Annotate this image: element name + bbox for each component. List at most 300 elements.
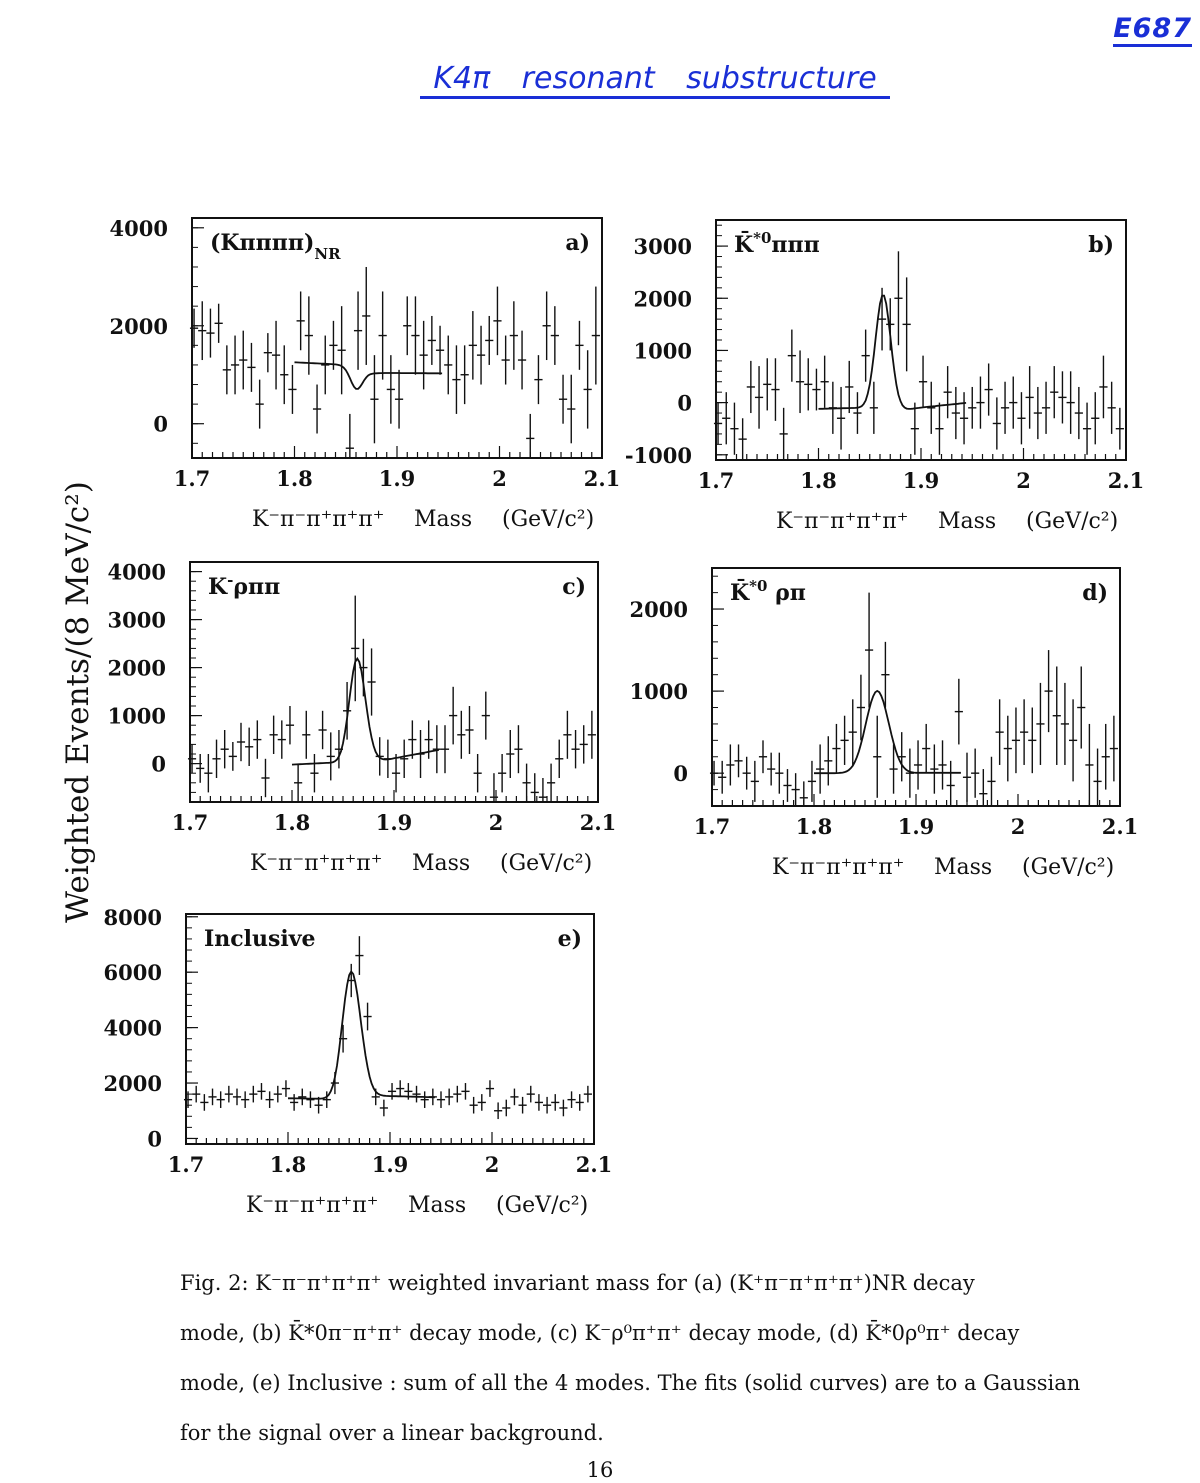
x-tick-label: 1.8: [800, 468, 837, 493]
x-tick-label: 1.7: [697, 468, 735, 493]
data-point: [534, 355, 542, 404]
fit-curve: [288, 972, 435, 1099]
data-point: [567, 375, 575, 444]
y-tick-label: 3000: [107, 607, 166, 633]
data-point: [1012, 708, 1020, 774]
data-point: [845, 361, 853, 413]
data-point: [563, 711, 571, 759]
data-point: [543, 291, 551, 360]
data-point: [592, 287, 600, 385]
figure-caption: [180, 1258, 1081, 1458]
y-tick-label: 2000: [109, 313, 168, 339]
x-axis-title: [252, 507, 594, 532]
data-point: [523, 764, 531, 802]
x-tick-label: 1.9: [378, 466, 416, 491]
x-tick-label: 2.1: [1101, 814, 1139, 839]
x-axis-mass: Mass: [414, 507, 473, 532]
data-point: [274, 1086, 282, 1103]
data-point: [351, 596, 359, 702]
data-point: [1009, 377, 1017, 429]
data-point: [249, 1086, 257, 1103]
data-point: [911, 403, 919, 455]
chart-panel-e: [100, 896, 614, 1254]
data-point: [233, 1089, 241, 1106]
data-point: [297, 291, 305, 350]
x-tick-label: 2: [1010, 814, 1026, 839]
data-point: [726, 744, 734, 785]
data-point: [510, 301, 518, 370]
x-tick-label: 2: [1016, 468, 1031, 493]
data-point: [206, 309, 214, 358]
data-point: [485, 316, 493, 365]
data-point: [1004, 716, 1012, 782]
data-point: [547, 764, 555, 802]
x-tick-label: 1.8: [795, 814, 833, 839]
data-point: [853, 392, 861, 434]
data-point: [490, 773, 498, 802]
data-point: [286, 706, 294, 744]
data-point: [1085, 724, 1093, 806]
data-point: [938, 740, 946, 789]
data-point: [321, 336, 329, 395]
data-point: [453, 1086, 461, 1103]
data-point: [759, 740, 767, 773]
data-point: [392, 754, 400, 792]
x-tick-label: 2.1: [583, 466, 621, 491]
data-point: [256, 380, 264, 429]
data-point: [971, 749, 979, 798]
data-point: [1108, 382, 1116, 434]
x-axis-unit: (GeV/c²): [1026, 509, 1119, 534]
data-point: [266, 1091, 274, 1108]
y-tick-label: 2000: [103, 1071, 162, 1097]
data-point: [734, 744, 742, 777]
panel-title: K-ρππ: [208, 571, 281, 600]
data-point: [739, 418, 747, 460]
data-point: [743, 757, 751, 790]
data-point: [363, 1003, 371, 1031]
data-point: [767, 753, 775, 786]
data-point: [302, 711, 310, 759]
x-tick-label: 1.9: [371, 1152, 409, 1177]
data-point: [493, 287, 501, 356]
data-point: [257, 1083, 265, 1100]
data-point: [1075, 387, 1083, 439]
data-point: [543, 1097, 551, 1114]
data-point: [1067, 371, 1075, 434]
data-point: [935, 403, 943, 455]
data-point: [837, 387, 845, 450]
data-point: [298, 1089, 306, 1106]
data-point: [1001, 382, 1009, 434]
data-point: [927, 382, 935, 434]
data-point: [1058, 371, 1066, 423]
handwritten-title: K4π resonant substructure: [420, 62, 890, 99]
data-point: [1091, 392, 1099, 444]
data-point: [832, 724, 840, 773]
data-point: [903, 277, 911, 371]
data-point: [551, 306, 559, 365]
x-axis-title: [246, 1193, 588, 1218]
data-point: [588, 711, 596, 759]
fit-curve: [292, 659, 439, 765]
data-point: [1093, 749, 1101, 806]
data-point: [952, 387, 960, 439]
data-point: [584, 350, 592, 428]
y-tick-label: 4000: [109, 215, 168, 241]
data-point: [862, 330, 870, 382]
y-tick-label: 0: [147, 1126, 162, 1152]
data-point: [976, 377, 984, 429]
data-point: [329, 321, 337, 370]
x-axis-mass: Mass: [408, 1193, 467, 1218]
data-point: [963, 753, 971, 802]
x-tick-label: 2: [484, 1152, 500, 1177]
x-tick-label: 1.7: [171, 810, 209, 835]
data-point: [1020, 699, 1028, 765]
data-point: [788, 330, 796, 382]
data-point: [338, 306, 346, 394]
data-point: [449, 687, 457, 745]
data-point: [1102, 724, 1110, 790]
data-point: [421, 1091, 429, 1108]
caption-line: mode, (e) Inclusive : sum of all the 4 modes. The fits (solid curves) are to a Gaussian: [180, 1371, 1081, 1395]
data-point: [985, 363, 993, 415]
data-point: [955, 679, 963, 745]
data-point: [792, 773, 800, 806]
y-axis-label: Weighted Events/(8 MeV/c²): [60, 481, 96, 923]
data-point: [270, 716, 278, 754]
data-point: [400, 740, 408, 778]
chart-panel-c: [100, 550, 618, 912]
data-point: [531, 773, 539, 802]
data-point: [294, 764, 302, 802]
data-point: [379, 291, 387, 379]
x-axis-mass: Mass: [938, 509, 997, 534]
data-point: [319, 711, 327, 749]
data-point: [755, 366, 763, 429]
data-point: [783, 769, 791, 802]
data-point: [968, 387, 976, 429]
y-tick-label: 0: [677, 390, 692, 416]
chart-panel-a: [110, 210, 622, 568]
data-point: [444, 336, 452, 395]
y-tick-label: 1000: [107, 703, 166, 729]
x-axis-particles: K⁻π⁻π⁺π⁺π⁺: [772, 855, 905, 880]
y-tick-label: 0: [153, 411, 168, 437]
data-point: [559, 375, 567, 424]
data-point: [408, 720, 416, 758]
data-point: [380, 1100, 388, 1117]
data-point: [722, 392, 730, 444]
data-point: [221, 730, 229, 768]
data-point: [567, 1091, 575, 1108]
data-point: [1099, 356, 1107, 419]
y-tick-label: 2000: [107, 655, 166, 681]
data-point: [367, 648, 375, 715]
data-point: [204, 754, 212, 792]
data-point: [306, 1091, 314, 1108]
chart-panel-d: [628, 556, 1140, 916]
data-point: [441, 725, 449, 773]
x-tick-label: 1.8: [269, 1152, 307, 1177]
x-axis-mass: Mass: [934, 855, 993, 880]
y-tick-label: 2000: [633, 286, 692, 312]
data-point: [192, 1086, 200, 1103]
y-tick-label: 0: [151, 751, 166, 777]
chart-panel-b: [624, 210, 1146, 570]
data-point: [526, 414, 534, 458]
data-point: [1017, 392, 1025, 444]
data-point: [870, 382, 878, 434]
x-tick-label: 1.8: [273, 810, 311, 835]
data-point: [849, 699, 857, 765]
x-axis-mass: Mass: [412, 851, 471, 876]
data-point: [354, 291, 362, 369]
data-point: [403, 296, 411, 355]
data-point: [457, 711, 465, 759]
data-point: [280, 345, 288, 404]
data-point: [215, 304, 223, 343]
data-point: [1042, 382, 1050, 434]
data-point: [370, 355, 378, 443]
panel-letter: d): [1082, 580, 1108, 606]
data-point: [362, 267, 370, 365]
x-tick-label: 2: [492, 466, 507, 491]
data-point: [355, 936, 363, 975]
data-point: [477, 326, 485, 385]
data-point: [469, 311, 477, 380]
x-axis-unit: (GeV/c²): [500, 851, 593, 876]
data-point: [229, 742, 237, 771]
data-point: [873, 716, 881, 798]
data-point: [821, 356, 829, 408]
data-point: [498, 754, 506, 792]
data-point: [1053, 666, 1061, 764]
data-point: [576, 1094, 584, 1111]
data-point: [1110, 716, 1118, 782]
data-point: [763, 358, 771, 410]
data-point: [288, 365, 296, 414]
data-point: [313, 385, 321, 434]
panel-title: K̄$^{*0}$πππ: [734, 229, 820, 258]
x-tick-label: 1.9: [375, 810, 413, 835]
data-point: [1026, 366, 1034, 429]
data-point: [914, 740, 922, 789]
panel-title: $(K\pi\pi\pi\pi)_{NR}$: [210, 230, 341, 263]
data-point: [1069, 699, 1077, 781]
x-tick-label: 1.7: [173, 466, 211, 491]
data-point: [1077, 666, 1085, 748]
data-point: [461, 345, 469, 404]
data-point: [470, 1097, 478, 1114]
panel-title: Inclusive: [204, 926, 316, 952]
data-point: [247, 343, 255, 392]
panel-letter: c): [562, 574, 586, 600]
data-point: [502, 336, 510, 385]
data-point: [445, 1089, 453, 1106]
y-tick-label: 8000: [103, 904, 162, 930]
data-point: [461, 1083, 469, 1100]
caption-line: for the signal over a linear background.: [180, 1421, 604, 1445]
data-point: [327, 732, 335, 780]
data-point: [580, 725, 588, 763]
data-point: [310, 754, 318, 792]
data-point: [1116, 408, 1124, 450]
data-point: [730, 403, 738, 455]
data-point: [261, 759, 269, 797]
data-point: [993, 397, 1001, 449]
data-point: [824, 736, 832, 785]
data-point: [198, 301, 206, 360]
data-point: [436, 326, 444, 375]
data-point: [412, 1086, 420, 1103]
panel-letter: a): [565, 230, 590, 256]
data-point: [804, 358, 812, 410]
data-point: [212, 740, 220, 778]
data-point: [346, 414, 354, 458]
data-point: [478, 1094, 486, 1111]
data-point: [514, 725, 522, 773]
data-point: [437, 1091, 445, 1108]
data-point: [584, 1086, 592, 1103]
data-point: [223, 345, 231, 394]
caption-line: mode, (b) K̄*0π⁻π⁺π⁺ decay mode, (c) K⁻ρ⁰π⁺π⁺ decay mode, (d) K̄*0ρ⁰π⁺ decay: [180, 1321, 1020, 1345]
data-point: [944, 366, 952, 418]
data-point: [551, 1094, 559, 1111]
data-point: [217, 1091, 225, 1108]
data-point: [272, 321, 280, 390]
data-point: [196, 754, 204, 783]
data-point: [775, 753, 783, 794]
y-tick-label: 1000: [633, 338, 692, 364]
data-point: [1028, 708, 1036, 774]
data-point: [231, 336, 239, 395]
y-tick-label: 4000: [107, 559, 166, 585]
data-point: [930, 744, 938, 793]
y-tick-label: -1000: [624, 442, 692, 468]
x-axis-title: [776, 509, 1118, 534]
data-point: [510, 1089, 518, 1106]
data-point: [282, 1080, 290, 1097]
data-point: [486, 1080, 494, 1097]
data-point: [239, 331, 247, 390]
data-point: [518, 331, 526, 390]
page-number: 16: [586, 1458, 614, 1482]
data-point: [780, 408, 788, 460]
data-point: [718, 761, 726, 794]
x-tick-label: 2.1: [579, 810, 617, 835]
x-axis-unit: (GeV/c²): [496, 1193, 589, 1218]
x-axis-particles: K⁻π⁻π⁺π⁺π⁺: [252, 507, 385, 532]
x-tick-label: 1.7: [693, 814, 731, 839]
data-point: [502, 1100, 510, 1117]
data-point: [519, 1097, 527, 1114]
data-point: [278, 720, 286, 758]
x-tick-label: 2.1: [1107, 468, 1145, 493]
data-point: [225, 1086, 233, 1103]
data-point: [420, 321, 428, 390]
y-tick-label: 6000: [103, 960, 162, 986]
data-point: [571, 730, 579, 768]
x-tick-label: 1.9: [897, 814, 935, 839]
data-point: [535, 1094, 543, 1111]
data-point: [1061, 683, 1069, 765]
data-point: [796, 350, 804, 413]
data-point: [241, 1091, 249, 1108]
data-point: [559, 1100, 567, 1117]
panel-letter: e): [557, 926, 582, 952]
x-axis-title: [250, 851, 592, 876]
data-point: [996, 699, 1004, 765]
y-tick-label: 4000: [103, 1015, 162, 1041]
data-point: [428, 316, 436, 365]
x-tick-label: 1.8: [276, 466, 313, 491]
data-point: [771, 358, 779, 421]
data-point: [1045, 650, 1053, 732]
data-point: [527, 1086, 535, 1103]
y-tick-label: 3000: [633, 234, 692, 260]
data-point: [922, 724, 930, 773]
data-point: [290, 1094, 298, 1111]
data-point: [388, 1083, 396, 1100]
data-point: [539, 778, 547, 802]
x-tick-label: 2: [488, 810, 504, 835]
x-tick-label: 2.1: [575, 1152, 613, 1177]
x-axis-particles: K⁻π⁻π⁺π⁺π⁺: [246, 1193, 379, 1218]
data-point: [800, 781, 808, 806]
data-point: [960, 392, 968, 444]
data-point: [506, 730, 514, 778]
x-axis-title: [772, 855, 1114, 880]
data-point: [245, 728, 253, 766]
data-point: [812, 369, 820, 411]
data-point: [264, 333, 272, 372]
caption-line: Fig. 2: K⁻π⁻π⁺π⁺π⁺ weighted invariant mass for (a) (K⁺π⁻π⁺π⁺π⁺)NR decay: [180, 1271, 975, 1295]
data-point: [894, 251, 902, 345]
data-point: [465, 706, 473, 754]
y-tick-label: 0: [673, 761, 688, 787]
data-point: [816, 744, 824, 793]
data-point: [979, 769, 987, 806]
x-tick-label: 1.9: [902, 468, 940, 493]
data-point: [947, 761, 955, 806]
panel-letter: b): [1088, 232, 1114, 258]
data-point: [253, 720, 261, 758]
data-point: [452, 345, 460, 414]
data-point: [841, 716, 849, 765]
x-axis-particles: K⁻π⁻π⁺π⁺π⁺: [776, 509, 909, 534]
data-point: [482, 692, 490, 740]
data-point: [494, 1102, 502, 1119]
y-tick-label: 1000: [629, 679, 688, 705]
data-point: [395, 370, 403, 429]
data-point: [987, 757, 995, 806]
data-point: [411, 296, 419, 374]
data-point: [1036, 683, 1044, 765]
data-point: [1050, 366, 1058, 418]
data-point: [237, 723, 245, 761]
data-point: [747, 361, 755, 413]
y-tick-label: 2000: [629, 597, 688, 623]
x-axis-particles: K⁻π⁻π⁺π⁺π⁺: [250, 851, 383, 876]
data-point: [208, 1089, 216, 1106]
handwritten-tag: E687: [1113, 14, 1192, 47]
data-point: [1083, 403, 1091, 455]
data-point: [1034, 387, 1042, 439]
data-point: [575, 321, 583, 370]
data-point: [865, 593, 873, 708]
